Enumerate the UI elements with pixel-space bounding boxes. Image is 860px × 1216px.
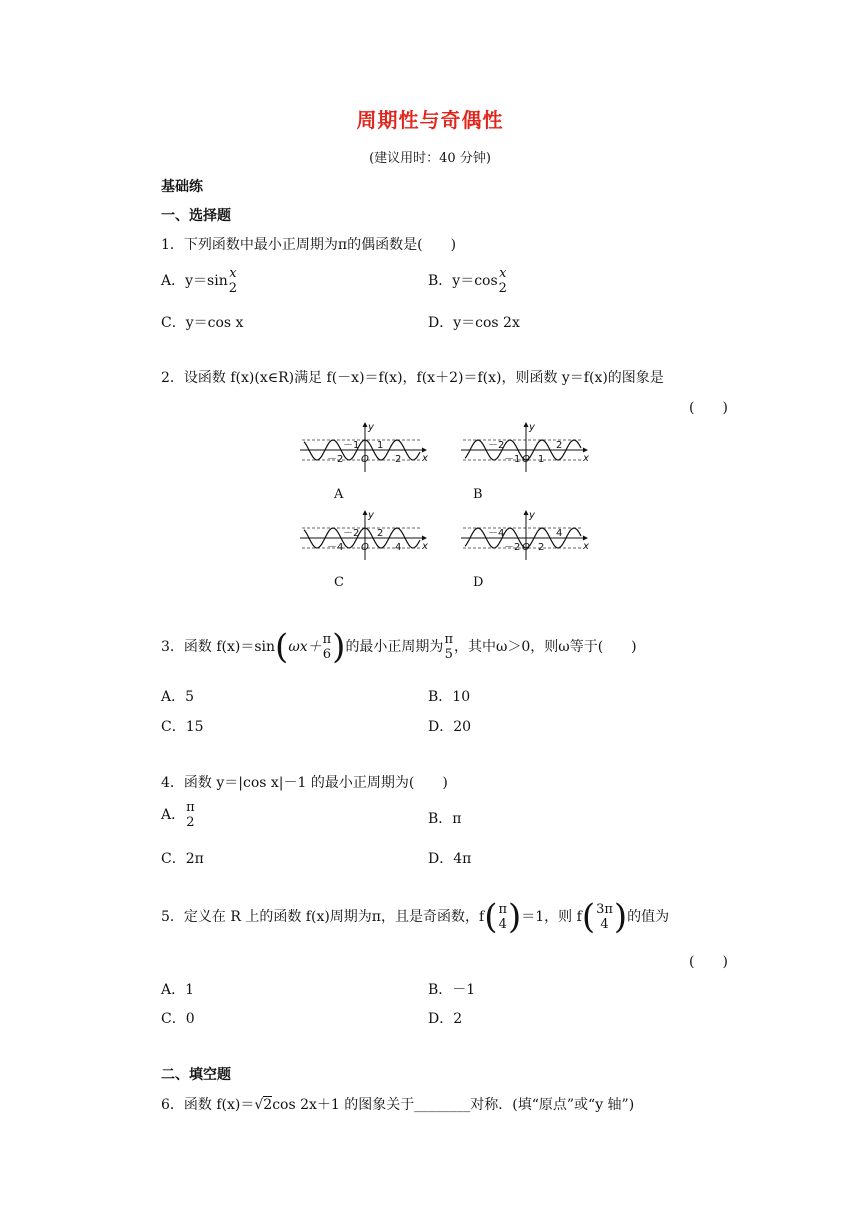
graph-label-d: D <box>473 575 484 590</box>
q5-rparen-2: ) <box>613 897 628 937</box>
section-choice: 一、选择题 <box>161 208 231 224</box>
origin-label: O <box>361 542 369 553</box>
x-axis-label: x <box>583 541 589 552</box>
y-axis-label: y <box>529 422 535 433</box>
graph-label-c: C <box>334 575 344 590</box>
graph-label-a: A <box>334 487 344 502</box>
tick-label: －2 <box>488 440 505 451</box>
q5-option-c: C．0 <box>161 1011 195 1027</box>
x-axis-arrow <box>583 448 588 453</box>
q3-option-a: A．5 <box>161 689 195 705</box>
section-basic: 基础练 <box>161 179 203 195</box>
q5-option-a: A．1 <box>161 982 195 998</box>
q1-a-fraction <box>229 266 237 296</box>
q5-stem <box>161 897 670 937</box>
q5-mid: ＝1，则 f <box>521 909 582 925</box>
x-axis-arrow <box>422 536 427 541</box>
y-axis-label: y <box>368 422 374 433</box>
q5-option-d: D．2 <box>428 1011 463 1027</box>
tick-label: 2 <box>556 440 563 451</box>
q1-stem: 1．下列函数中最小正周期为π的偶函数是( ) <box>161 237 457 253</box>
q5-prefix: 5．定义在 R 上的函数 f(x)周期为π，且是奇函数，f <box>161 909 485 925</box>
q5-arg1-num: π <box>498 902 507 917</box>
q3-option-c: C．15 <box>161 719 204 735</box>
q5-arg2-den: 4 <box>600 917 609 932</box>
q5-arg2-fraction <box>596 902 613 932</box>
section-fill: 二、填空题 <box>161 1067 231 1083</box>
q1-option-b <box>428 266 508 296</box>
q1-b-prefix: B． <box>428 273 453 289</box>
q3-prefix: 3．函数 f(x)＝sin <box>161 639 276 655</box>
q3-mid: 的最小正周期为 <box>345 639 444 655</box>
x-axis-arrow <box>583 536 588 541</box>
q1-b-num: x <box>499 266 507 281</box>
q5-lparen-1: ( <box>484 897 498 937</box>
q3-stem <box>161 627 637 667</box>
q4-option-c: C．2π <box>161 851 204 867</box>
tick-label: 4 <box>395 542 402 553</box>
q3-inner-fraction <box>323 632 332 662</box>
tick-label: －1 <box>343 440 360 451</box>
q3-option-b: B．10 <box>428 689 471 705</box>
q1-a-prefix: A． <box>161 273 186 289</box>
tick-label: 4 <box>556 528 563 539</box>
q3-inner-num: π <box>322 632 332 647</box>
q6-post: cos 2x＋1 的图象关于________对称．(填“原点”或“y 轴”) <box>272 1097 635 1113</box>
tick-label: －4 <box>488 528 505 539</box>
x-axis-label: x <box>583 453 589 464</box>
origin-label: O <box>361 454 369 465</box>
tick-label: 1 <box>377 440 384 451</box>
q5-arg1-den: 4 <box>498 917 507 932</box>
q1-b-expr: y＝cos <box>452 273 498 289</box>
tick-label: 2 <box>395 454 402 465</box>
graph-b-svg <box>459 420 593 476</box>
graph-c-svg <box>298 508 432 564</box>
tick-label: 1 <box>538 454 545 465</box>
q2-graph-c <box>298 508 432 568</box>
q1-b-fraction <box>499 266 507 296</box>
graph-d-svg <box>459 508 593 564</box>
tick-label: －2 <box>504 542 521 553</box>
q2-bracket: ( ) <box>689 400 728 416</box>
q4-a-den: 2 <box>186 815 195 830</box>
q5-lparen-2: ( <box>581 897 596 937</box>
tick-label: 2 <box>538 542 545 553</box>
q2-graph-d <box>459 508 593 568</box>
graph-c-group <box>300 510 428 560</box>
q1-option-d: D．y＝cos 2x <box>428 315 520 331</box>
tick-label: －1 <box>504 454 521 465</box>
q4-option-d: D．4π <box>428 851 472 867</box>
q4-a-prefix: A． <box>161 807 186 823</box>
y-axis-arrow <box>363 510 368 515</box>
graph-a-group <box>300 422 428 472</box>
q1-b-den: 2 <box>498 281 507 296</box>
q4-a-num: π <box>186 800 195 815</box>
q4-option-b: B．π <box>428 811 462 827</box>
q1-a-den: 2 <box>228 281 237 296</box>
q4-stem: 4．函数 y＝|cos x|－1 的最小正周期为( ) <box>161 775 448 791</box>
q5-post: 的值为 <box>627 909 670 925</box>
x-axis-arrow <box>422 448 427 453</box>
q3-post: ，其中ω＞0，则ω等于( ) <box>453 639 637 655</box>
q1-a-expr: y＝sin <box>185 273 228 289</box>
y-axis-label: y <box>368 510 374 521</box>
q6-prefix: 6．函数 f(x)＝ <box>161 1097 255 1113</box>
tick-label: －4 <box>327 542 344 553</box>
q3-period-den: 5 <box>444 647 453 662</box>
tick-label: 2 <box>377 528 384 539</box>
q3-option-d: D．20 <box>428 719 472 735</box>
q1-option-a <box>161 266 238 296</box>
tick-label: －2 <box>327 454 344 465</box>
q4-option-a <box>161 800 196 830</box>
q3-lparen: ( <box>275 627 289 667</box>
q4-a-fraction <box>186 800 195 830</box>
q1-a-num: x <box>229 266 237 281</box>
q5-bracket: ( ) <box>689 954 728 970</box>
time-hint: (建议用时：40 分钟) <box>369 151 491 166</box>
y-axis-arrow <box>363 422 368 427</box>
q5-rparen-1: ) <box>508 897 522 937</box>
q5-arg2-num: 3π <box>596 902 613 917</box>
x-axis-label: x <box>422 541 428 552</box>
sqrt-icon: √ <box>254 1097 264 1113</box>
graph-a-svg <box>298 420 432 476</box>
origin-label: O <box>522 454 530 465</box>
q5-option-b: B．－1 <box>428 982 476 998</box>
y-axis-arrow <box>524 422 529 427</box>
page-title: 周期性与奇偶性 <box>356 108 504 132</box>
graph-label-b: B <box>473 487 483 502</box>
q3-inner-den: 6 <box>322 647 332 662</box>
q5-arg1-fraction <box>498 902 507 932</box>
q3-period-num: π <box>444 632 453 647</box>
q3-inner: ωx＋ <box>288 639 322 655</box>
graph-b-group <box>461 422 589 472</box>
x-axis-label: x <box>422 453 428 464</box>
q6-stem <box>161 1094 634 1114</box>
tick-label: －2 <box>343 528 360 539</box>
q2-stem: 2．设函数 f(x)(x∈R)满足 f(－x)＝f(x)，f(x＋2)＝f(x)，则函数 y＝f(x)的图象是 <box>161 370 664 386</box>
q3-rparen: ) <box>332 627 346 667</box>
q2-graph-a <box>298 420 432 480</box>
origin-label: O <box>522 542 530 553</box>
graph-d-group <box>461 510 589 560</box>
q2-graph-b <box>459 420 593 480</box>
y-axis-arrow <box>524 510 529 515</box>
q6-radicand: 2 <box>263 1097 273 1113</box>
q3-period-fraction <box>444 632 453 662</box>
q1-option-c: C．y＝cos x <box>161 315 244 331</box>
y-axis-label: y <box>529 510 535 521</box>
